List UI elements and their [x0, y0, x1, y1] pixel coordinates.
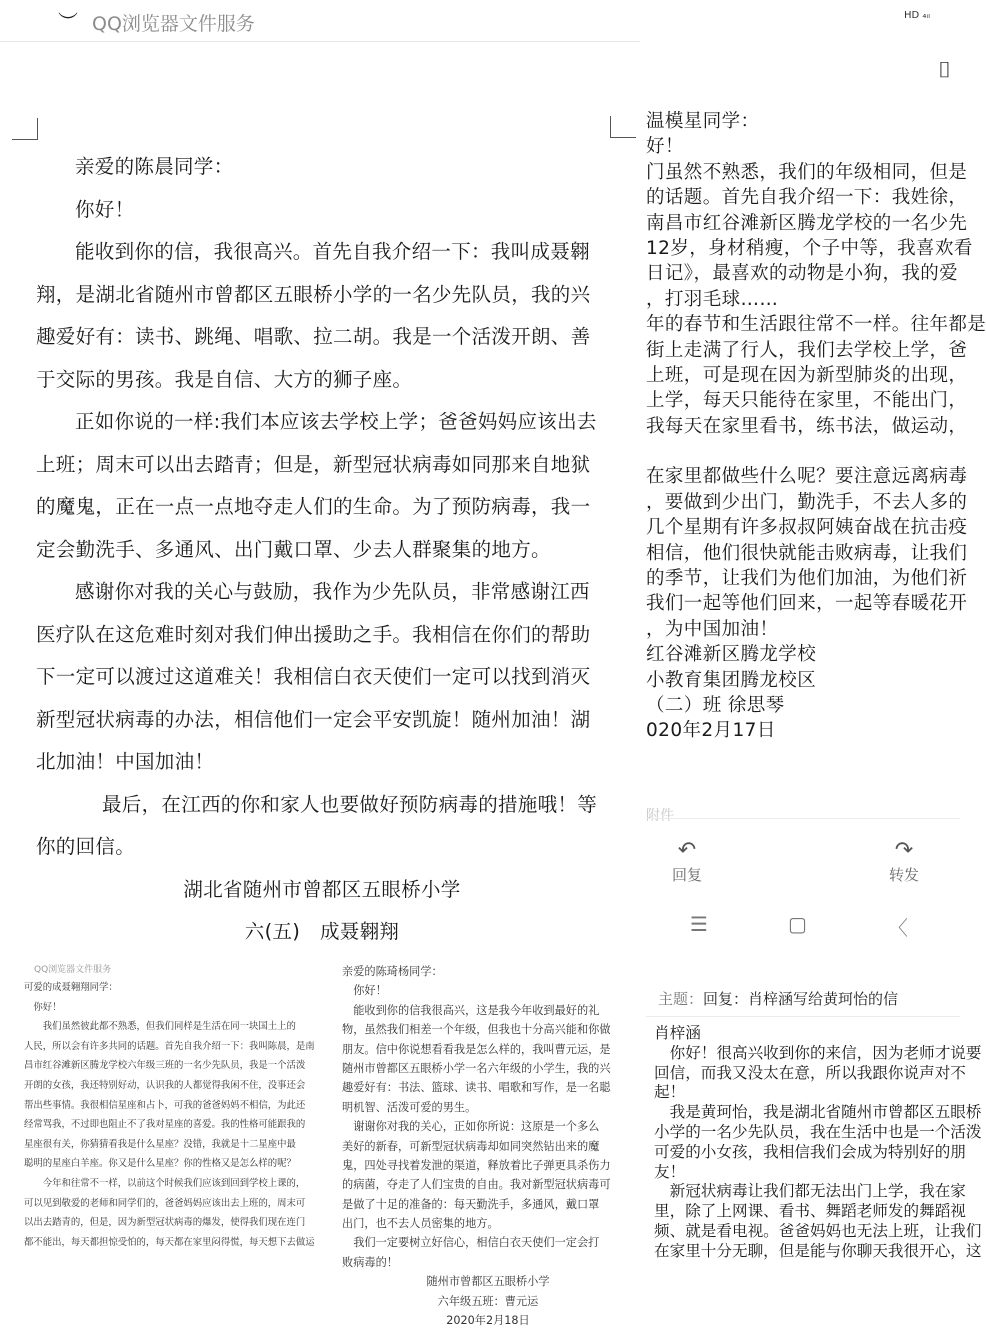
reply-icon: ↶	[677, 838, 697, 863]
letter-line: 星座很有关，你猜猜看我是什么星座？没错，我就是十二星座中最	[24, 1138, 296, 1150]
crop-mark-left	[12, 118, 38, 140]
letter-line: 里，除了上网课、看书、舞蹈老师发的舞蹈视	[654, 1202, 966, 1221]
letter-line: 美好的新春，可新型冠状病毒却如同突然钻出来的魔	[342, 1139, 600, 1153]
letter-line: 020年2月17日	[646, 720, 776, 742]
letter-line: ，打羽毛球……	[646, 288, 779, 310]
letter-line: 今年和往常不一样，以前这个时候我们应该到回到学校上课的，	[24, 1177, 306, 1189]
letter-line: 12岁，身材稍瘦，个子中等，我喜欢看	[646, 237, 973, 259]
android-nav-bar	[640, 900, 960, 950]
letter-line: 的季节，让我们为他们加油，为他们祈	[646, 568, 968, 590]
letter-line: 都不能出，每天都担惊受怕的，每天都在家里闷得慌，每天想下去做运	[24, 1236, 315, 1248]
letter-body-chenchen	[24, 978, 319, 1252]
letter-line: 可爱的小女孩，我相信我们会成为特别好的朋	[654, 1142, 966, 1161]
letter-line: 几个星期有许多叔叔阿姨奋战在抗击疫	[646, 517, 968, 539]
letter-line: 帮出些事情。我很相信星座和占卜，可我的爸爸妈妈不相信，为此还	[24, 1099, 306, 1111]
subject-key: 主题：	[658, 990, 704, 1008]
letter-line: 街上走满了行人，我们去学校上学，爸	[646, 339, 968, 361]
letter-line: 出门，也不去人员密集的地方。	[342, 1217, 499, 1231]
letter-line: 物，虽然我们相差一个年级，但我也十分高兴能和你做	[342, 1023, 611, 1037]
letter-line: 的话题。首先自我介绍一下：我姓徐，	[646, 187, 968, 209]
letter-line: 你好！	[342, 984, 387, 998]
letter-line: 温模星同学：	[646, 111, 760, 132]
letter-line: 相信，他们很快就能击败病毒，让我们	[646, 542, 968, 564]
letter-line: 人民，所以会有许多共同的话题。首先自我介绍一下：我叫陈晨，是南	[24, 1040, 315, 1052]
letter-line: 感谢你对我的关心与鼓励，我作为少先队员，非常感谢江西医疗队在这危难时刻对我们伸出援助之手。我相信在你们的帮助下一定可以渡过这道难关！我相信白衣天使们一定可以找到消灭新型冠状病毒的办法，相信他们一定会平安凯旋！随州加油！湖北加油！中国加油！	[36, 580, 591, 773]
letter-line: 的病菌，夺走了人们宝贵的自由。我对新型冠状病毒可	[342, 1178, 611, 1192]
letter-line: 鬼，四处寻找着发泄的渠道，释放着比子弹更具杀伤力	[342, 1158, 611, 1172]
letter-line: 日记》，最喜欢的动物是小狗，我的爱	[646, 263, 959, 285]
forward-button[interactable]	[889, 838, 919, 885]
letter-line: 以出去踏青的，但是，因为新型冠状病毒的爆发，使得我们现在连门	[24, 1217, 306, 1229]
letter-line: ，为中国加油！	[646, 618, 779, 640]
divider	[646, 818, 960, 819]
exit-icon[interactable]: ⌷	[938, 58, 952, 83]
forward-label: 转发	[889, 866, 920, 884]
browser-top-bar	[0, 0, 640, 42]
letter-line: 你好！	[75, 197, 135, 221]
letter-line: 六(五) 成聂翱翔	[244, 920, 400, 943]
letter-line: 上班，可是现在因为新型肺炎的出现，	[646, 364, 968, 386]
letter-body-huangkeyi	[654, 1024, 982, 1262]
reply-button[interactable]	[672, 838, 702, 885]
forward-icon: ↷	[894, 838, 914, 863]
letter-line: 亲爱的陈晨同学：	[75, 155, 234, 178]
email-subject	[658, 988, 898, 1009]
letter-line: 门虽然不熟悉，我们的年级相同，但是	[646, 161, 968, 183]
letter-line: 谢谢你对我的关心，正如你所说：这原是一个多么	[342, 1120, 600, 1134]
letter-line: 南昌市红谷滩新区腾龙学校的一名少先	[646, 212, 968, 234]
letter-body-caoyuanyun	[342, 962, 634, 1330]
letter-line: 趣爱好有：书法、篮球、读书、唱歌和写作，是一名聪	[342, 1081, 611, 1095]
letter-line: 我们虽然彼此都不熟悉，但我们同样是生活在同一块国土上的	[24, 1021, 296, 1033]
letter-line: 朋友。信中你说想看看我是怎么样的，我叫曹元运，是	[342, 1042, 611, 1056]
letter-body-chengnie	[36, 146, 608, 954]
letter-line: 小学的一名少先队员，我在生活中也是一个活泼	[654, 1122, 982, 1141]
letter-line: 我是黄珂怡，我是湖北省随州市曾都区五眼桥	[654, 1103, 982, 1122]
letter-body-xusiqin	[646, 109, 986, 744]
letter-line: 经常骂我，不过即也阻止不了我对星座的喜爱。我的性格可能跟我的	[24, 1119, 306, 1131]
letter-line: 聪明的星座白羊座。你又是什么星座？你的性格又是怎么样的呢？	[24, 1158, 296, 1170]
letter-line: 我们一起等他们回来，一起等春暖花开	[646, 593, 968, 615]
letter-line: 能收到你的信我很高兴，这是我今年收到最好的礼	[342, 1003, 600, 1017]
signal-icon: HD ₄ᵢₗ	[904, 10, 930, 21]
letter-line: 开朗的女孩，我还特别好动，认识我的人都觉得我闲不住，没事还会	[24, 1079, 306, 1091]
letter-line: 红谷滩新区腾龙学校	[646, 644, 817, 666]
letter-line	[646, 439, 976, 464]
subject-value: 回复：肖梓涵写给黄珂怡的信	[703, 990, 899, 1008]
attachment-label: 附件	[646, 808, 674, 824]
back-nav-icon[interactable]: 〈	[888, 916, 908, 940]
letter-line: 好！	[646, 136, 684, 158]
crop-mark-right	[610, 116, 636, 138]
letter-line: 年的春节和生活跟往常不一样。往年都是	[646, 314, 986, 336]
letter-line: （二）班 徐思琴	[646, 694, 785, 716]
letter-line: 湖北省随州市曾都区五眼桥小学	[183, 877, 461, 901]
letter-line: 小教育集团腾龙校区	[646, 669, 817, 691]
letter-line: 随州市曾都区五眼桥小学	[426, 1275, 550, 1289]
letter-line: 友！	[654, 1162, 686, 1181]
letter-line: 可爱的成聂翱翔同学：	[24, 982, 118, 993]
letter-line: 明机智、活泼可爱的男生。	[342, 1100, 477, 1114]
letter-line: 是做了十足的准备的：每天勤洗手，多通风，戴口罩	[342, 1197, 600, 1211]
letter-line: 我每天在家里看书，练书法，做运动，	[646, 415, 968, 437]
letter-line: 新冠状病毒让我们都无法出门上学，我在家	[654, 1182, 966, 1201]
back-icon[interactable]: ︶	[58, 10, 78, 34]
letter-line: 起！	[654, 1083, 686, 1102]
letter-line: 昌市红谷滩新区腾龙学校六年级三班的一名少先队员，我是一个活泼	[24, 1060, 306, 1072]
home-icon[interactable]: ▢	[788, 912, 807, 936]
letter-line: 亲爱的陈琦杨同学：	[342, 965, 443, 978]
letter-line: 六年级五班：曹元运	[437, 1294, 539, 1308]
letter-line: 频、就是看电视。爸爸妈妈也无法上班，让我们	[654, 1221, 982, 1240]
letter-line: 你好！	[24, 1001, 62, 1013]
letter-line: ，要做到少出门，勤洗手，不去人多的	[646, 491, 968, 513]
letter-line: 你好！很高兴收到你的来信，因为老师才说要	[654, 1043, 982, 1062]
letter-line: 在家里十分无聊，但是能与你聊天我很开心，这	[654, 1241, 982, 1260]
divider	[646, 1016, 960, 1017]
letter-line: 可以见到敬爱的老师和同学们的，爸爸妈妈应该出去上班的，周末可	[24, 1197, 306, 1209]
reply-label: 回复	[672, 866, 703, 884]
letter-line: 随州市曾都区五眼桥小学一名六年级的小学生，我的兴	[342, 1061, 611, 1075]
app-title: QQ浏览器文件服务	[92, 13, 255, 35]
letter-line: 在家里都做些什么呢？要注意远离病毒	[646, 466, 968, 488]
letter-line: 我们一定要树立好信心，相信白衣天使们一定会打	[342, 1236, 600, 1250]
letter-line: 败病毒的！	[342, 1255, 398, 1269]
letter-line: 能收到你的信，我很高兴。首先自我介绍一下：我叫成聂翱翔，是湖北省随州市曾都区五眼桥小学的一名少先队员，我的兴趣爱好有：读书、跳绳、唱歌、拉二胡。我是一个活泼开朗、善于交际的男孩。我是自信、大方的狮子座。	[36, 240, 591, 391]
letter-line: 肖梓涵	[654, 1024, 701, 1042]
menu-icon[interactable]: ☰	[690, 912, 708, 936]
letter-line: 正如你说的一样:我们本应该去学校上学；爸爸妈妈应该出去上班；周末可以出去踏青；但是，新型冠状病毒如同那来自地狱的魔鬼，正在一点一点地夺走人们的生命。为了预防病毒，我一定会勤洗手、多通风、出门戴口罩、少去人群聚集的地方。	[36, 410, 597, 561]
letter-line: 上学，每天只能待在家里，不能出门，	[646, 390, 968, 412]
small-app-title: QQ浏览器文件服务	[34, 965, 112, 975]
letter-line: 回信，而我又没太在意，所以我跟你说声对不	[654, 1063, 966, 1082]
letter-line: 2020年2月18日	[446, 1314, 530, 1328]
letter-line: 最后，在江西的你和家人也要做好预防病毒的措施哦！等你的回信。	[36, 792, 598, 858]
